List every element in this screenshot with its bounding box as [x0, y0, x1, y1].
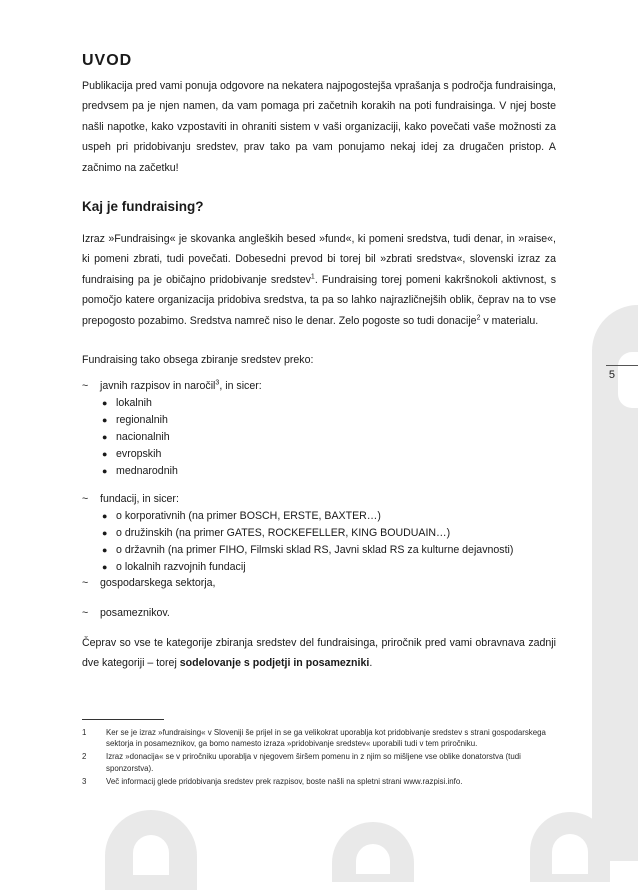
list-item-public-tenders: [82, 380, 262, 392]
intro-section: [82, 76, 556, 178]
closing-paragraph: [82, 633, 556, 674]
footnote-text: Izraz »donacija« se v priročniku uporablja v njegovem širšem pomenu in z njim so mišljene vse oblike donatorstva (tudi sponzorstva).: [106, 752, 521, 773]
closing-text: Čeprav so vse te kategorije zbiranja sredstev del fundraisinga, priročnik pred vami obravnava zadnji dve kategoriji – torej: [82, 637, 556, 670]
bullet-icon: ●: [102, 511, 108, 521]
sub-item-label: o lokalnih razvojnih fundacij: [116, 561, 246, 573]
sub-list-item: [102, 465, 178, 477]
definition-text-part3: v materialu.: [480, 314, 539, 327]
bullet-icon: ●: [102, 398, 108, 408]
decorative-tab-notch: [618, 352, 638, 408]
bullet-icon: ●: [102, 528, 108, 538]
closing-end: .: [369, 657, 373, 670]
category-label: javnih razpisov in naročil: [100, 380, 216, 392]
bullet-icon: ●: [102, 432, 108, 442]
footnote-ref-1: 1: [310, 273, 315, 281]
list-item-foundations: [82, 493, 179, 505]
footnote: [82, 751, 556, 773]
sub-item-label: o korporativnih (na primer BOSCH, ERSTE, BAXTER…): [116, 510, 381, 522]
sub-item-label: lokalnih: [116, 397, 152, 409]
list-lead-section: [82, 350, 556, 370]
footnote-ref-3: 3: [215, 379, 220, 387]
footnote-text: Ker se je izraz »fundraising« v Sloveniji še prijel in se ga velikokrat uporablja kot pridobivanje sredstev s strani gospodarskega sektorja in posameznikov, ga bomo namesto izraza »pridobivanje sredstev« uporabili tudi v tem priročniku.: [106, 728, 546, 749]
definition-section: [82, 229, 556, 331]
section-heading: Kaj je fundraising?: [82, 199, 204, 214]
bullet-icon: ●: [102, 466, 108, 476]
category-label-suffix: , in sicer:: [219, 380, 262, 392]
closing-section: [82, 633, 556, 674]
sub-list-item: [102, 431, 170, 443]
sub-list-item: [102, 414, 168, 426]
definition-paragraph: [82, 229, 556, 331]
sub-list-item: [102, 561, 246, 573]
footnote-number: 1: [82, 728, 87, 737]
footnote-text: Več informacij glede pridobivanja sredstev prek razpisov, boste našli na spletni strani www.razpisi.info.: [106, 776, 463, 786]
sub-item-label: o državnih (na primer FIHO, Filmski sklad RS, Javni sklad RS za kulturne dejavnosti): [116, 544, 514, 556]
sub-list-item: [102, 397, 152, 409]
footnote: [82, 776, 556, 787]
page-number: 5: [608, 369, 615, 381]
sub-list-item: [102, 448, 161, 460]
intro-paragraph: Publikacija pred vami ponuja odgovore na nekatera najpogostejša vprašanja s področja fundraisinga, predvsem pa je njen namen, da vam pomaga pri začetnih korakih na poti fundraisinga. V njej boste našli napotke, kako vzpostaviti in ohraniti sistem v vaši organizaciji, kako povečati vaše možnosti za uspeh pri pridobivanju sredstev, prav tako pa vam ponujamo nekaj idej za drugačen pristop. A začnimo na začetku!: [82, 80, 556, 174]
footnote: [82, 727, 556, 749]
tilde-marker: ~: [82, 577, 89, 589]
bullet-icon: ●: [102, 415, 108, 425]
sub-item-label: regionalnih: [116, 414, 168, 426]
sub-list-item: [102, 510, 381, 522]
list-lead: Fundraising tako obsega zbiranje sredstev preko:: [82, 354, 314, 366]
footnote-number: 3: [82, 776, 87, 786]
definition-text-part2: . Fundraising torej pomeni kakršnokoli aktivnost, s pomočjo katere organizacija pridobiva sredstva, ta pa so lahko najrazličnejših oblik, čeprav na to vse prepogosto pozabimo. Sredstva namreč niso le denar. Zelo pogoste so tudi donacije: [82, 273, 556, 327]
decorative-shape-left-inner: [133, 835, 169, 875]
category-label: gospodarskega sektorja,: [100, 577, 216, 589]
sub-item-label: evropskih: [116, 448, 162, 460]
tilde-marker: ~: [82, 380, 89, 392]
bullet-icon: ●: [102, 562, 108, 572]
sub-item-label: o družinskih (na primer GATES, ROCKEFELLER, KING BOUDUAIN…): [116, 527, 451, 539]
footnotes: [82, 727, 556, 789]
bullet-icon: ●: [102, 545, 108, 555]
sub-list-item: [102, 527, 450, 539]
tilde-marker: ~: [82, 493, 89, 505]
sub-item-label: nacionalnih: [116, 431, 170, 443]
definition-text-part1: Izraz »Fundraising« je skovanka angleških besed »fund«, ki pomeni sredstva, tudi denar, in »raise«, ki pomeni zbrati, tudi povečati. Dobesedni prevod bi torej bil »zbrati sredstva«, slovenski izraz za fundraising pa je običajno pridobivanje sredstev: [82, 233, 556, 286]
list-item-individuals: [82, 607, 170, 619]
footnote-divider: [82, 719, 164, 720]
category-label: fundacij, in sicer:: [100, 493, 179, 505]
decorative-shape-right-inner: [552, 834, 588, 874]
page-title: UVOD: [82, 52, 133, 69]
page-number-rule: [606, 365, 638, 366]
footnote-number: 2: [82, 752, 87, 762]
category-label: posameznikov.: [100, 607, 170, 619]
list-item-business-sector: [82, 577, 215, 589]
tilde-marker: ~: [82, 607, 89, 619]
footnote-ref-2: 2: [476, 314, 481, 322]
sub-list-item: [102, 544, 513, 556]
closing-emphasis: sodelovanje s podjetji in posamezniki: [179, 657, 370, 670]
decorative-shape-middle-inner: [356, 844, 390, 874]
sub-item-label: mednarodnih: [116, 465, 178, 477]
bullet-icon: ●: [102, 449, 108, 459]
